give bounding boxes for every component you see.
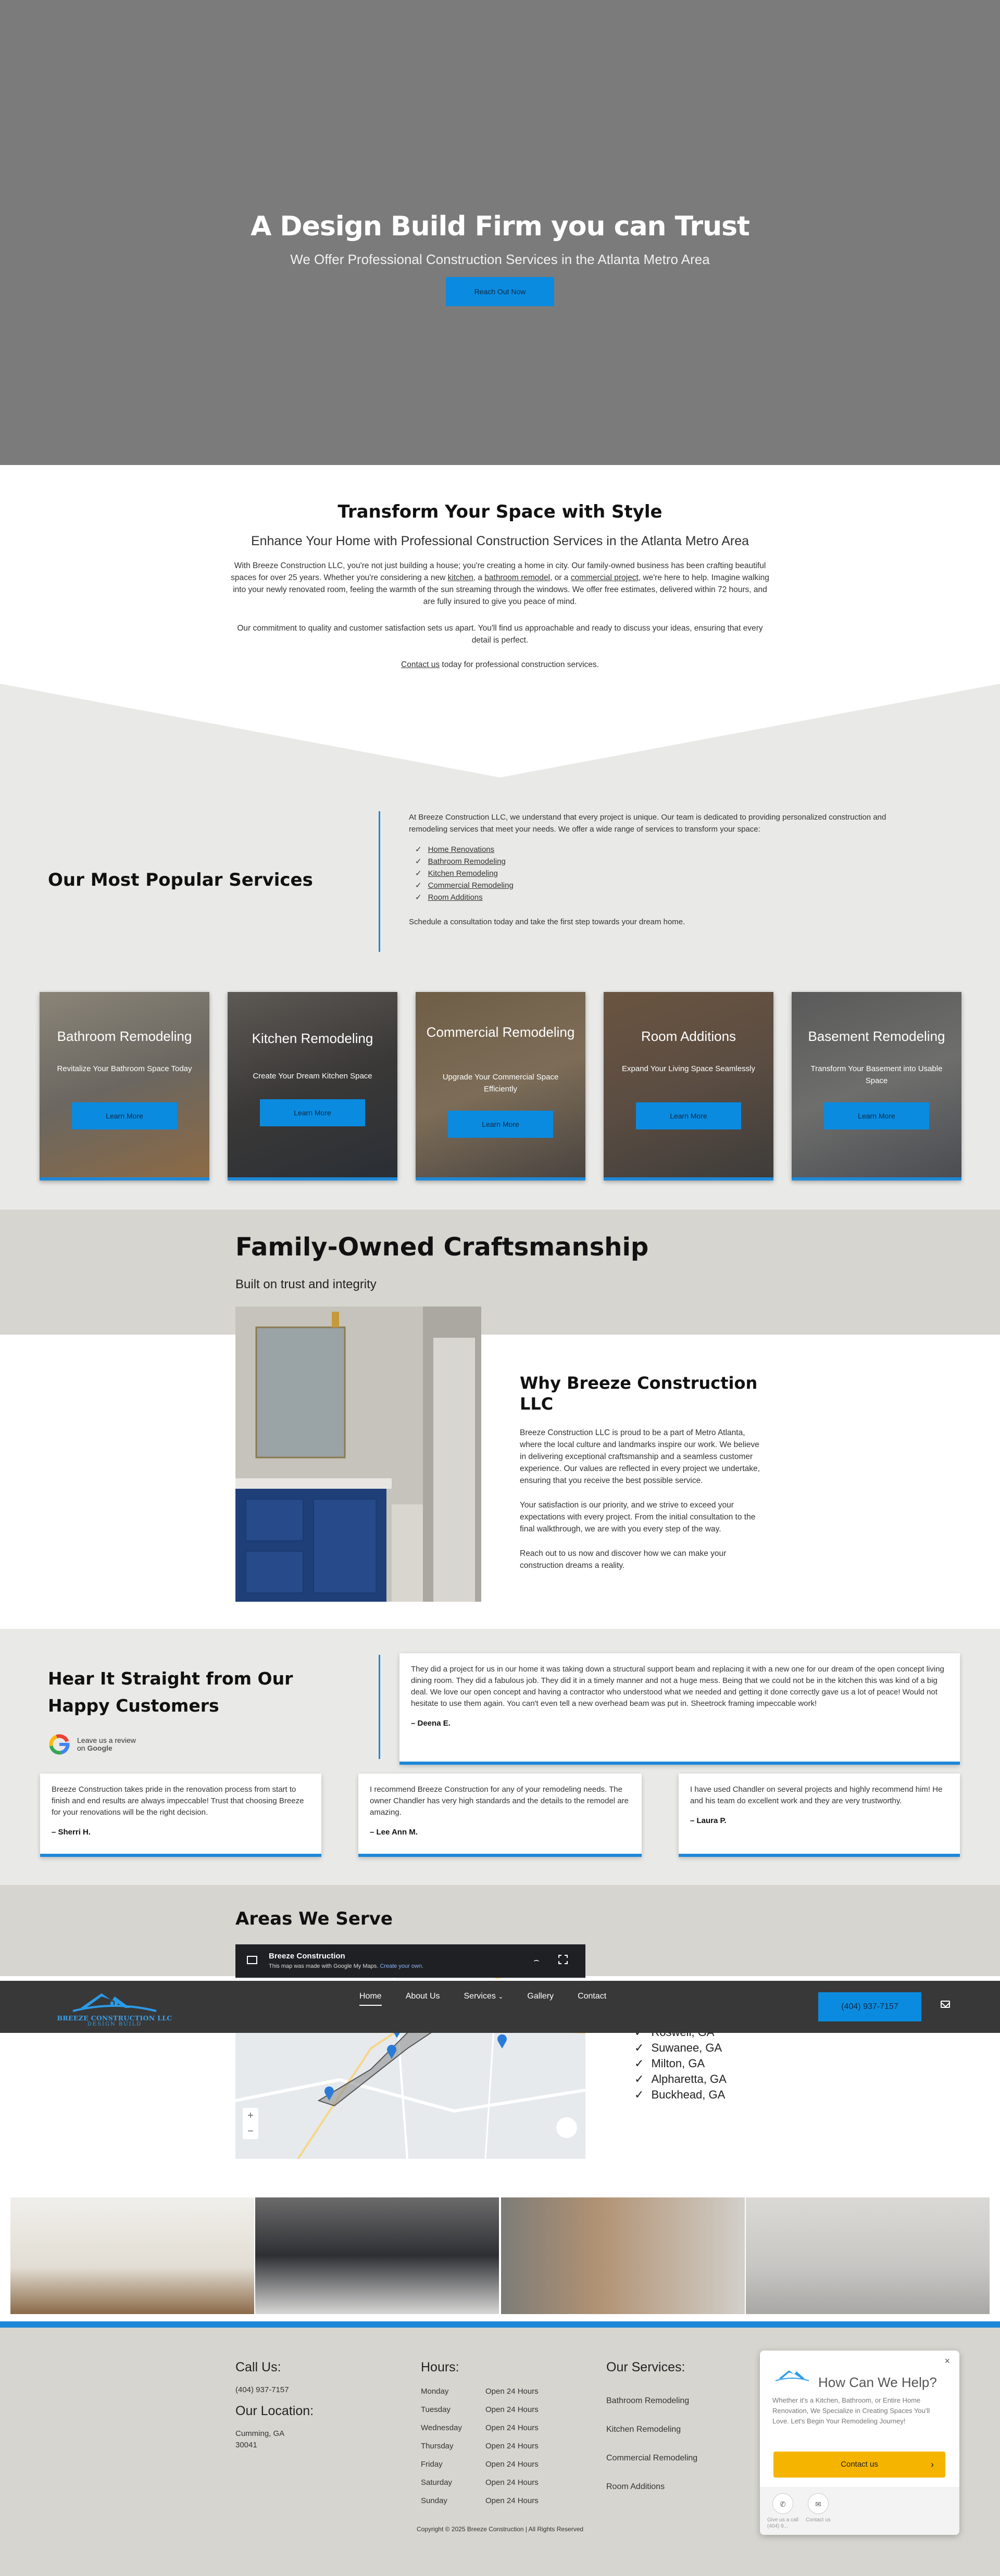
learn-more-button[interactable]: Learn More — [260, 1099, 365, 1126]
service-list-item[interactable]: ✓ Home Renovations — [409, 844, 920, 856]
testimonial-card — [679, 1774, 960, 1857]
city-item: ✓ Buckhead, GA — [634, 2087, 727, 2103]
section-divider-chevron — [0, 684, 1000, 777]
testimonial-card-featured — [399, 1653, 960, 1765]
why-breeze-block — [520, 1373, 765, 1584]
call-caption: Give us a call (404) 9... — [767, 2517, 799, 2529]
card-subtitle: Create Your Dream Kitchen Space — [253, 1072, 372, 1080]
call-title: Call Us: — [235, 2360, 281, 2374]
card-title: Bathroom Remodeling — [57, 1028, 192, 1044]
hours-row: Saturday Open 24 Hours — [421, 2478, 539, 2487]
why-section — [0, 1335, 1000, 1629]
house-logo-icon — [52, 1987, 177, 2014]
card-title: Room Additions — [641, 1028, 736, 1044]
craftsmanship-title: Family-Owned Craftsmanship — [235, 1233, 649, 1262]
footer-phone[interactable]: (404) 937-7157 — [235, 2385, 289, 2394]
city-item: ✓ Milton, GA — [634, 2056, 727, 2071]
services-intro: At Breeze Construction LLC, we understand that every project is unique. Our team is dedicated to providing personalized construction and remodeling services that meet your needs. We offer a wide range of services to transform your space: — [409, 813, 886, 834]
hours-row: Friday Open 24 Hours — [421, 2460, 539, 2469]
testimonial-card — [358, 1774, 642, 1857]
cities-list — [634, 2025, 727, 2103]
card-subtitle: Transform Your Basement into Usable Space — [810, 1064, 943, 1085]
hero-section — [0, 0, 1000, 465]
intro-commitment: Our commitment to quality and customer satisfaction sets us apart. You'll find us approachable and ready to discuss your ideas, ensuring that every detail is perfect. — [237, 624, 763, 645]
areas-heading: Areas We Serve — [235, 1908, 393, 1929]
service-area-map[interactable] — [235, 1944, 585, 2159]
intro-text: , a — [473, 573, 485, 582]
intro-paragraph — [229, 560, 771, 608]
intro-text: , or a — [550, 573, 571, 582]
gallery-image-basement[interactable] — [746, 2197, 990, 2314]
locate-icon[interactable] — [556, 2117, 577, 2138]
card-subtitle: Revitalize Your Bathroom Space Today — [57, 1064, 192, 1073]
map-header — [235, 1944, 585, 1978]
intro-section — [0, 465, 1000, 684]
phone-button[interactable]: (404) 937-7157 — [818, 1992, 921, 2021]
service-card-room-additions — [604, 992, 773, 1180]
intro-title: Transform Your Space with Style — [338, 501, 662, 522]
gallery-image-kitchen-white[interactable] — [10, 2197, 254, 2314]
footer-service-link[interactable]: Bathroom Remodeling — [606, 2396, 690, 2405]
nav-services[interactable]: Services ⌄ — [464, 1992, 504, 2001]
testimonials-section — [0, 1629, 1000, 1885]
phone-icon[interactable]: ✆ — [772, 2493, 793, 2514]
footer-service-link[interactable]: Room Additions — [606, 2482, 665, 2491]
intro-text: today for professional construction services. — [440, 660, 599, 669]
map-note: This map was made with Google My Maps. Create your own. — [269, 1963, 424, 1969]
accent-divider — [379, 1655, 380, 1759]
chat-logo-icon — [773, 2367, 811, 2383]
hours-row: Wednesday Open 24 Hours — [421, 2423, 539, 2432]
hours-title: Hours: — [421, 2360, 459, 2374]
hours-table — [421, 2382, 539, 2510]
footer-hours — [421, 2360, 539, 2510]
logo-tagline: DESIGN BUILD — [87, 2021, 142, 2027]
mail-icon[interactable] — [941, 2001, 950, 2008]
footer-call — [235, 2360, 289, 2396]
vanity-illustration — [235, 1306, 481, 1602]
footer-service-link[interactable]: Kitchen Remodeling — [606, 2425, 681, 2434]
hours-row: Sunday Open 24 Hours — [421, 2496, 539, 2505]
testimonials-heading: Hear It Straight from Our Happy Customers — [48, 1668, 293, 1716]
service-card-bathroom — [40, 992, 209, 1180]
reach-out-button[interactable]: Reach Out Now — [446, 277, 554, 306]
service-list-item[interactable]: ✓ Room Additions — [409, 891, 920, 903]
testimonial-author: – Deena E. — [411, 1719, 451, 1728]
service-card-kitchen — [228, 992, 397, 1180]
kitchen-link[interactable]: kitchen — [447, 573, 473, 582]
chat-message: Whether it's a Kitchen, Bathroom, or Entire Home Renovation, We Specialize in Creating Spaces You'll Love. Let's Begin Your Remodeling Journey! — [772, 2396, 930, 2425]
location-title: Our Location: — [235, 2404, 314, 2418]
testimonial-author: – Sherri H. — [52, 1828, 91, 1837]
card-title: Basement Remodeling — [808, 1028, 945, 1044]
intro-text: With Breeze Construction LLC, you're not just building a house; you're creating a home in city. Our family-owned business has been crafting beautiful spaces for over 25 years. Whether you're considering a new — [231, 561, 766, 582]
craftsmanship-subtitle: Built on trust and integrity — [235, 1277, 377, 1291]
site-logo[interactable] — [52, 1987, 177, 2028]
testimonial-author: – Laura P. — [690, 1816, 727, 1825]
copyright: Copyright © 2025 Breeze Construction | All Rights Reserved — [416, 2525, 584, 2533]
hours-row: Tuesday Open 24 Hours — [421, 2405, 539, 2414]
chat-title: How Can We Help? — [818, 2374, 937, 2390]
map-legend-icon[interactable] — [247, 1956, 257, 1964]
intro-contact-line — [229, 659, 771, 671]
testimonial-text: Breeze Construction takes pride in the renovation process from start to finish and end results are always impeccable! Trust that choosing Breeze for your renovations will be the right decision. — [52, 1785, 304, 1817]
service-list-item[interactable]: ✓ Bathroom Remodeling — [409, 856, 920, 868]
nav-contact[interactable]: Contact — [578, 1992, 607, 2001]
review-on: on — [77, 1744, 88, 1752]
main-menu — [359, 1981, 630, 2033]
card-subtitle: Upgrade Your Commercial Space Efficiently — [442, 1073, 559, 1094]
city-item: ✓ Alpharetta, GA — [634, 2071, 727, 2087]
testimonial-text: I recommend Breeze Construction for any of your remodeling needs. The owner Chandler has very high standards and the details to the remodel are amazing. — [370, 1785, 629, 1817]
service-list-item[interactable]: ✓ Commercial Remodeling — [409, 879, 920, 891]
why-paragraph: Breeze Construction LLC is proud to be a part of Metro Atlanta, where the local culture and landmarks inspire our work. We believe in delivering exceptional craftsmanship and a seamless customer experience. Our values are reflected in every project we undertake, ensuring that you receive the best possible service. — [520, 1428, 760, 1485]
chat-widget — [760, 2351, 959, 2535]
contact-caption: Contact us — [806, 2517, 831, 2523]
hero-subtitle: We Offer Professional Construction Services in the Atlanta Metro Area — [290, 252, 710, 267]
bathroom-remodel-link[interactable]: bathroom remodel — [484, 573, 551, 582]
services-list — [409, 844, 920, 903]
testimonial-card — [40, 1774, 321, 1857]
contact-us-link[interactable]: Contact us — [401, 660, 440, 669]
why-title: Why Breeze Construction LLC — [520, 1373, 758, 1414]
hours-row: Thursday Open 24 Hours — [421, 2442, 539, 2451]
zoom-controls[interactable]: + − — [243, 2108, 258, 2139]
why-paragraph: Your satisfaction is our priority, and we strive to exceed your expectations with every project. From the initial consultation to the final walkthrough, we are with you every step of the way. — [520, 1501, 756, 1534]
chat-bubble-icon[interactable]: ✉ — [808, 2493, 829, 2514]
card-subtitle: Expand Your Living Space Seamlessly — [622, 1064, 755, 1073]
card-title: Kitchen Remodeling — [252, 1031, 373, 1046]
commercial-project-link[interactable]: commercial project — [570, 573, 639, 582]
craftsmanship-header — [0, 1210, 1000, 1335]
learn-more-button[interactable]: Learn More — [72, 1102, 177, 1129]
location-line: Cumming, GA — [235, 2429, 285, 2438]
testimonial-text: I have used Chandler on several projects and highly recommend him! He and his team do excellent work and they are very trustworthy. — [690, 1785, 943, 1805]
chevron-down-icon: ⌄ — [498, 1993, 504, 2000]
nav-gallery[interactable]: Gallery — [527, 1992, 554, 2001]
footer-accent-bar — [0, 2321, 1000, 2328]
services-description — [379, 811, 920, 952]
gallery-image-kitchen-dark[interactable] — [255, 2197, 499, 2314]
close-icon[interactable]: × — [944, 2356, 950, 2366]
gallery-image-bathroom[interactable] — [501, 2197, 745, 2314]
testimonial-text: They did a project for us in our home it was taking down a structural support beam and replacing it with a new one for our dream of the open concept living dining room. They did a fabulous job. They did it in a timely manner and not a huge mess. Being that we could not be in the kitchen this was kind of a big deal. We love our open concept and having a contractor who understood what we needed and getting it done correctly gave us a lot of peace! Would not hesitate to use them again. You can't even tell a new overhead beam was put in. Sheetrock framing impeccable work! — [411, 1665, 944, 1708]
card-title: Commercial Remodeling — [426, 1024, 575, 1040]
google-icon — [48, 1733, 71, 1756]
testimonial-author: – Lee Ann M. — [370, 1828, 418, 1837]
footer-services-title: Our Services: — [606, 2360, 685, 2374]
service-card-basement — [792, 992, 961, 1180]
google-review-badge[interactable] — [48, 1731, 136, 1758]
service-list-item[interactable]: ✓ Kitchen Remodeling — [409, 868, 920, 879]
sticky-navbar — [0, 1979, 1000, 2033]
create-map-link[interactable]: Create your own. — [380, 1963, 424, 1969]
nav-about-us[interactable]: About Us — [405, 1992, 440, 2001]
footer-service-link[interactable]: Commercial Remodeling — [606, 2454, 698, 2462]
learn-more-button[interactable]: Learn More — [448, 1111, 553, 1138]
footer-location — [235, 2404, 314, 2451]
map-title: Breeze Construction — [269, 1952, 345, 1961]
location-zip: 30041 — [235, 2441, 257, 2449]
review-prompt: Leave us a review — [77, 1736, 136, 1744]
footer-services — [606, 2360, 697, 2501]
fullscreen-icon[interactable] — [558, 1955, 568, 1964]
service-cards — [40, 992, 961, 1185]
intro-text: , we're here to help. Imagine walking into your newly renovated room, feeling the warmth of the sun streaming through the windows. We offer free estimates, delivered within 72 hours, and are fully insured to give you peace of mind. — [233, 573, 769, 606]
gallery-strip — [0, 2170, 1000, 2321]
intro-subtitle: Enhance Your Home with Professional Construction Services in the Atlanta Metro Area — [251, 534, 749, 548]
services-cta: Schedule a consultation today and take the first step towards your dream home. — [409, 918, 685, 926]
services-heading: Our Most Popular Services — [48, 870, 313, 890]
chat-actions — [760, 2487, 959, 2535]
hero-title: A Design Build Firm you can Trust — [251, 211, 749, 242]
arrow-right-icon: › — [931, 2459, 934, 2470]
share-icon[interactable]: ⌢ — [533, 1955, 540, 1965]
learn-more-button[interactable]: Learn More — [636, 1102, 741, 1129]
service-card-commercial — [416, 992, 585, 1180]
bathroom-vanity-photo — [235, 1306, 481, 1602]
google-wordmark: Google — [87, 1744, 113, 1752]
chat-contact-button[interactable]: Contact us › — [773, 2452, 945, 2478]
logo-name: BREEZE CONSTRUCTION LLC — [57, 2014, 172, 2022]
city-item: ✓ Suwanee, GA — [634, 2040, 727, 2056]
learn-more-button[interactable]: Learn More — [824, 1102, 929, 1129]
why-paragraph: Reach out to us now and discover how we can make your construction dreams a reality. — [520, 1549, 727, 1570]
nav-home[interactable]: Home — [359, 1986, 382, 2007]
hours-row: Monday Open 24 Hours — [421, 2387, 539, 2396]
